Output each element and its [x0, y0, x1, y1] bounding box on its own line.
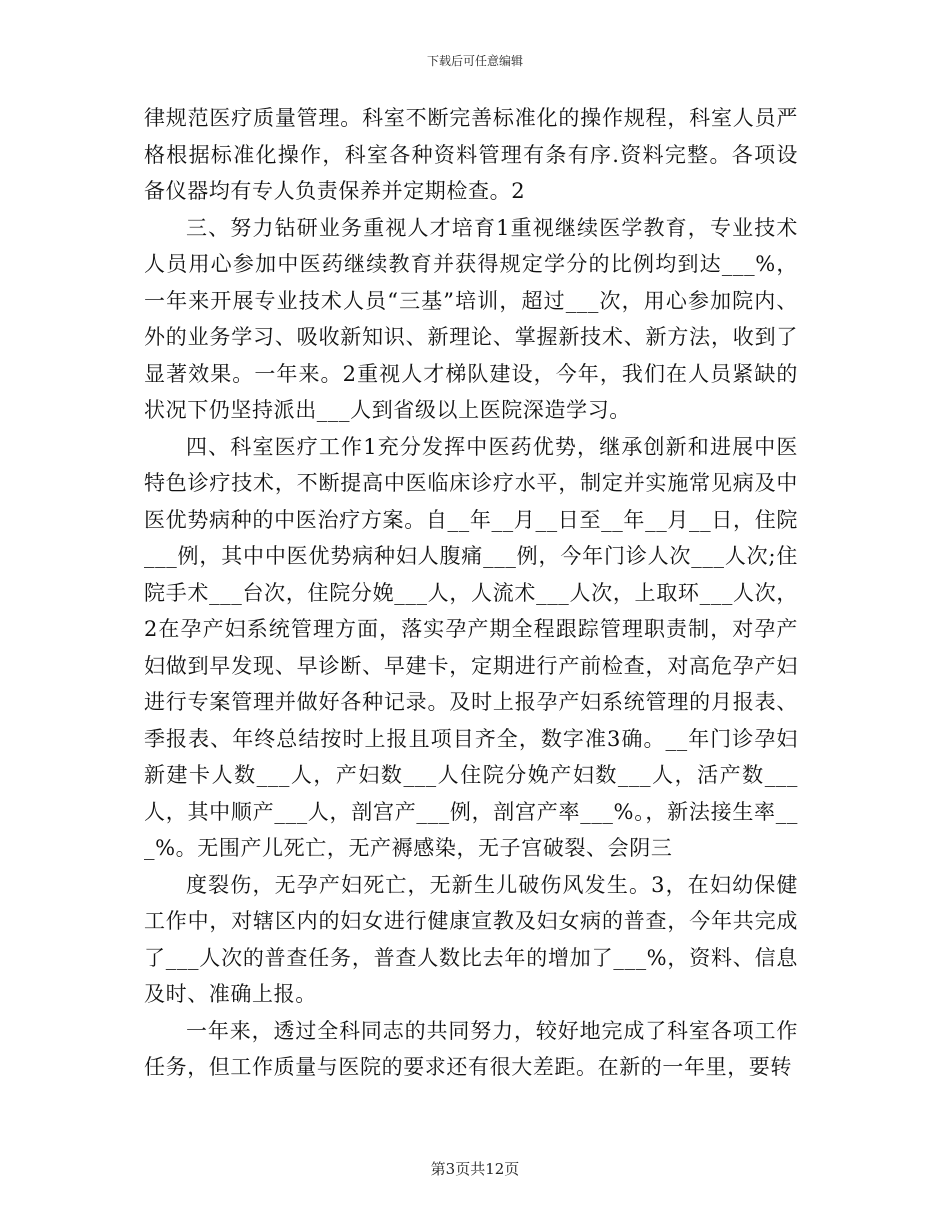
page-header: 下载后可任意编辑	[426, 54, 523, 68]
paragraph-2: 三、努力钻研业务重视人才培育1重视继续医学教育，专业技术人员用心参加中医药继续教育并获得规定学分的比例均到达___%，一年来开展专业技术人员“三基”培训，超过___次，用心参加院内、外的业务学习、吸收新知识、新理论、掌握新技术、新方法，收到了显著效果。一年来。2重视人才梯队建设，今年，我们在人员紧缺的状况下仍坚持派出___人到省级以上医院深造学习。	[144, 215, 798, 422]
paragraph-3: 四、科室医疗工作1充分发挥中医药优势，继承创新和进展中医特色诊疗技术，不断提高中医临床诊疗水平，制定并实施常见病及中医优势病种的中医治疗方案。自__年__月__日至__年__月__日，住院___例，其中中医优势病种妇人腹痛___例，今年门诊人次___人次;住院手术___台次，住院分娩___人，人流术___人次，上取环___人次，2在孕产妇系统管理方面，落实孕产期全程跟踪管理职责制，对孕产妇做到早发现、早诊断、早建卡，定期进行产前检查，对高危孕产妇进行专案管理并做好各种记录。及时上报孕产妇系统管理的月报表、季报表、年终总结按时上报且项目齐全，数字准3确。__年门诊孕妇新建卡人数___人，产妇数___人住院分娩产妇数___人，活产数___人，其中顺产___人，剖宫产___例，剖宫产率___%。，新法接生率___%。无围产儿死亡，无产褥感染，无子宫破裂、会阴三	[144, 434, 798, 860]
document-body	[144, 100, 798, 1086]
paragraph-4: 度裂伤，无孕产妇死亡，无新生儿破伤风发生。3，在妇幼保健工作中，对辖区内的妇女进行健康宣教及妇女病的普查，今年共完成了___人次的普查任务，普查人数比去年的增加了___%，资料、信息及时、准确上报。	[144, 872, 798, 1006]
paragraph-5: 一年来，透过全科同志的共同努力，较好地完成了科室各项工作任务，但工作质量与医院的要求还有很大差距。在新的一年里，要转	[144, 1018, 798, 1079]
page-number: 第3页共12页	[430, 1160, 520, 1178]
paragraph-1: 律规范医疗质量管理。科室不断完善标准化的操作规程，科室人员严格根据标准化操作，科室各种资料管理有条有序.资料完整。各项设备仪器均有专人负责保养并定期检查。2	[144, 106, 798, 203]
